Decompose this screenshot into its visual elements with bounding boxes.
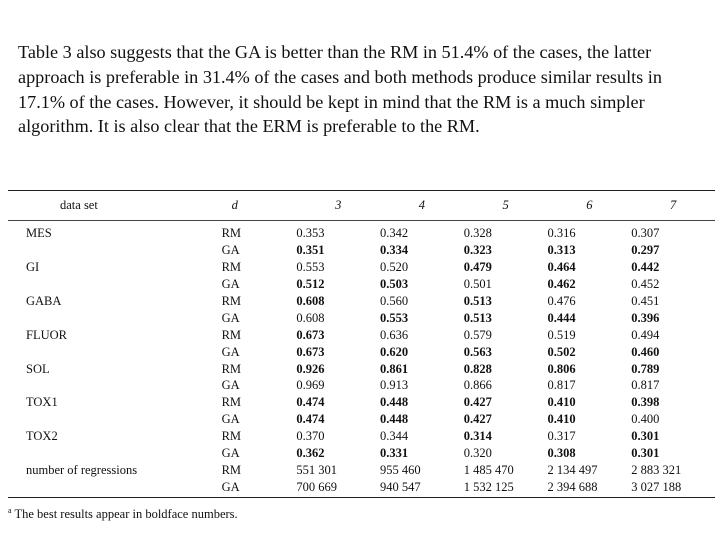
value-cell: 0.560	[380, 294, 409, 308]
value-cell: 0.519	[547, 327, 576, 342]
value-cell: 0.331	[380, 446, 409, 461]
table-row	[8, 309, 715, 326]
value-cell: 0.866	[463, 378, 492, 393]
value-cell: 0.494	[631, 327, 660, 342]
data-set-cell	[8, 377, 216, 394]
table-row	[8, 293, 715, 310]
data-set-cell	[8, 242, 216, 259]
value-cell: 0.620	[380, 344, 409, 359]
data-set-cell: TOX2	[26, 429, 58, 444]
value-cell: 0.444	[547, 310, 576, 325]
method-cell: GA	[221, 446, 240, 461]
value-cell: 0.410	[547, 412, 576, 427]
value-cell: 0.344	[380, 429, 409, 444]
table-row	[8, 360, 715, 377]
value-cell: 0.308	[547, 446, 576, 461]
footnote-text: The best results appear in boldface numbers.	[14, 507, 238, 522]
table-row	[8, 377, 715, 394]
value-cell: 0.636	[380, 327, 409, 342]
value-cell: 0.448	[380, 412, 409, 427]
value-cell: 0.362	[296, 446, 325, 461]
value-cell: 0.427	[463, 395, 492, 410]
value-cell: 0.926	[296, 361, 325, 376]
method-cell: RM	[221, 462, 242, 477]
data-set-cell	[8, 478, 216, 495]
value-cell: 2 134 497	[547, 462, 598, 477]
value-cell: 0.301	[631, 446, 660, 461]
value-cell: 0.501	[463, 277, 492, 292]
table-footnote	[8, 497, 715, 522]
value-cell: 0.451	[631, 294, 660, 308]
value-cell: 0.806	[547, 361, 576, 376]
value-cell: 0.474	[296, 395, 325, 410]
value-cell: 0.913	[380, 378, 409, 393]
value-cell: 0.320	[463, 446, 492, 461]
value-cell: 700 669	[296, 479, 337, 494]
table-row	[8, 411, 715, 428]
value-cell: 0.520	[380, 260, 409, 275]
footnote-marker: a	[8, 506, 12, 515]
value-cell: 0.969	[296, 378, 325, 393]
value-cell: 0.513	[463, 310, 492, 325]
header-d7: 7	[631, 191, 715, 221]
value-cell: 0.553	[296, 260, 325, 275]
value-cell: 0.452	[631, 277, 660, 292]
table-row	[8, 343, 715, 360]
method-cell: GA	[221, 378, 240, 393]
table-header-row	[8, 191, 715, 221]
header-d4: 4	[380, 191, 464, 221]
value-cell: 0.297	[631, 243, 660, 258]
table-row	[8, 259, 715, 276]
value-cell: 0.328	[463, 226, 492, 241]
value-cell: 0.579	[463, 327, 492, 342]
value-cell: 0.817	[631, 378, 660, 393]
body-paragraph: Table 3 also suggests that the GA is better than the RM in 51.4% of the cases, the latter approach is preferable in 31.4% of the cases and both methods produce similar results in 17.1% of the cases. However, it should be kept in mind that the RM is a much simpler algorithm. It is also clear that the ERM is preferable to the RM.	[18, 42, 662, 137]
value-cell: 0.563	[463, 344, 492, 359]
value-cell: 0.427	[463, 412, 492, 427]
data-set-cell	[8, 276, 216, 293]
value-cell: 0.673	[296, 344, 325, 359]
results-table-container	[8, 190, 715, 495]
method-cell: GA	[221, 277, 240, 292]
table-row	[8, 326, 715, 343]
value-cell: 0.608	[296, 310, 325, 325]
header-data-set: data set	[8, 191, 216, 221]
header-d5: 5	[464, 191, 548, 221]
value-cell: 3 027 188	[631, 479, 682, 494]
value-cell: 0.673	[296, 327, 325, 342]
table-row	[8, 221, 715, 242]
value-cell: 0.301	[631, 429, 660, 444]
header-d6: 6	[547, 191, 631, 221]
method-cell: RM	[221, 361, 242, 376]
value-cell: 1 532 125	[463, 479, 514, 494]
table-body	[8, 221, 715, 496]
value-cell: 0.442	[631, 260, 660, 275]
value-cell: 0.512	[296, 277, 325, 292]
value-cell: 1 485 470	[463, 462, 514, 477]
method-cell: RM	[221, 260, 242, 275]
data-set-cell	[8, 343, 216, 360]
value-cell: 0.351	[296, 243, 325, 258]
value-cell: 0.314	[463, 429, 492, 444]
value-cell: 0.323	[463, 243, 492, 258]
data-set-cell: GI	[26, 260, 40, 275]
data-set-cell: MES	[26, 226, 52, 241]
table-row	[8, 242, 715, 259]
table-row	[8, 276, 715, 293]
value-cell: 0.398	[631, 395, 660, 410]
value-cell: 0.464	[547, 260, 576, 275]
method-cell: RM	[221, 327, 242, 342]
data-set-cell: TOX1	[26, 395, 58, 410]
table-row	[8, 461, 715, 478]
data-set-cell	[8, 411, 216, 428]
data-set-cell: number of regressions	[26, 462, 138, 477]
value-cell: 0.317	[547, 429, 576, 444]
value-cell: 0.462	[547, 277, 576, 292]
value-cell: 551 301	[296, 462, 337, 477]
method-cell: RM	[221, 395, 242, 410]
table-row	[8, 394, 715, 411]
value-cell: 0.400	[631, 412, 660, 427]
data-set-cell: GABA	[26, 294, 62, 308]
value-cell: 0.479	[463, 260, 492, 275]
value-cell: 2 394 688	[547, 479, 598, 494]
value-cell: 0.316	[547, 226, 576, 241]
table-row	[8, 428, 715, 445]
header-d3: 3	[296, 191, 380, 221]
method-cell: GA	[221, 310, 240, 325]
value-cell: 0.513	[463, 294, 492, 308]
value-cell: 0.789	[631, 361, 660, 376]
value-cell: 0.861	[380, 361, 409, 376]
value-cell: 940 547	[380, 479, 421, 494]
method-cell: GA	[221, 243, 240, 258]
value-cell: 0.502	[547, 344, 576, 359]
method-cell: RM	[221, 429, 242, 444]
data-set-cell: SOL	[26, 361, 50, 376]
value-cell: 0.313	[547, 243, 576, 258]
value-cell: 0.817	[547, 378, 576, 393]
value-cell: 0.370	[296, 429, 325, 444]
header-d: d	[216, 191, 297, 221]
results-table	[8, 191, 715, 495]
method-cell: RM	[221, 294, 242, 308]
value-cell: 0.460	[631, 344, 660, 359]
value-cell: 955 460	[380, 462, 421, 477]
method-cell: GA	[221, 412, 240, 427]
value-cell: 2 883 321	[631, 462, 682, 477]
value-cell: 0.448	[380, 395, 409, 410]
value-cell: 0.503	[380, 277, 409, 292]
method-cell: GA	[221, 479, 240, 494]
value-cell: 0.396	[631, 310, 660, 325]
data-set-cell	[8, 445, 216, 462]
value-cell: 0.353	[296, 226, 325, 241]
table-row	[8, 478, 715, 495]
value-cell: 0.474	[296, 412, 325, 427]
value-cell: 0.334	[380, 243, 409, 258]
value-cell: 0.307	[631, 226, 660, 241]
method-cell: RM	[221, 226, 242, 241]
data-set-cell	[8, 309, 216, 326]
value-cell: 0.553	[380, 310, 409, 325]
value-cell: 0.828	[463, 361, 492, 376]
method-cell: GA	[221, 344, 240, 359]
table-row	[8, 445, 715, 462]
value-cell: 0.410	[547, 395, 576, 410]
value-cell: 0.342	[380, 226, 409, 241]
value-cell: 0.608	[296, 294, 325, 308]
value-cell: 0.476	[547, 294, 576, 308]
data-set-cell: FLUOR	[26, 327, 67, 342]
